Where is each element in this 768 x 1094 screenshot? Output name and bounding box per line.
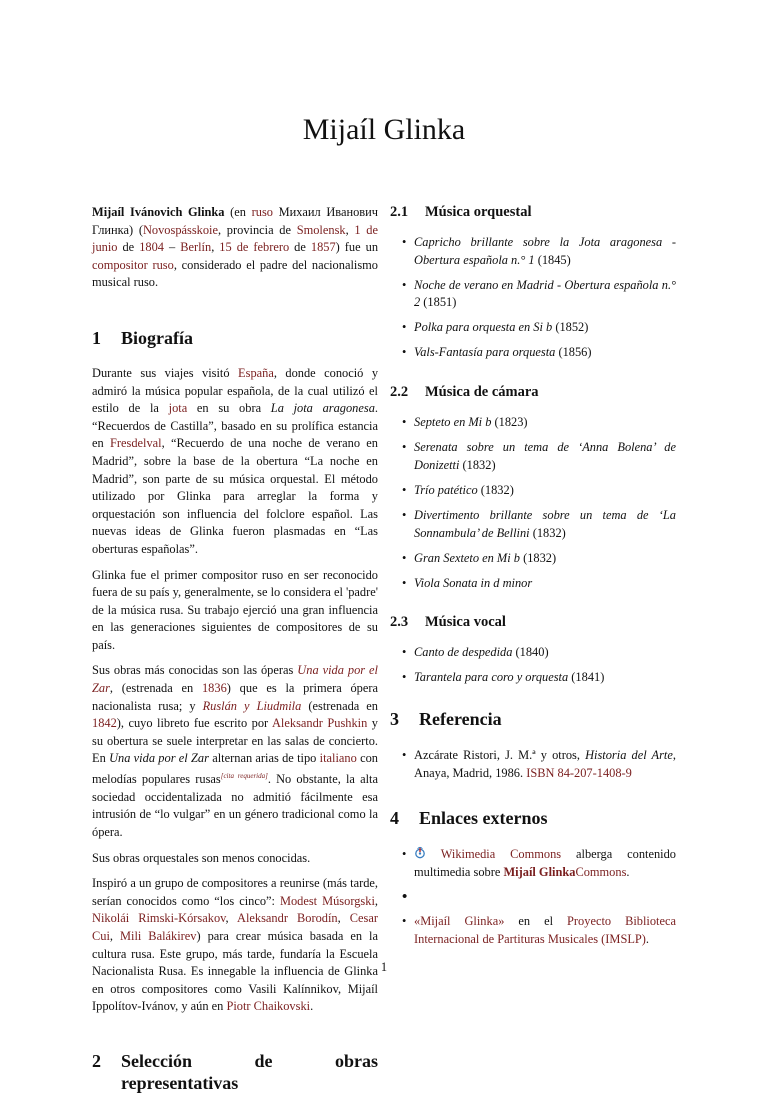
- page-number: 1: [380, 960, 388, 974]
- work-title: Una vida por el Zar: [109, 751, 209, 766]
- work-year: (1823): [491, 415, 528, 430]
- work-item: [390, 439, 676, 474]
- text: . “Recuerdos de Castilla”, basado en su prolífica estancia en: [92, 401, 379, 451]
- subsection-heading-musica-orquestal: [390, 204, 676, 221]
- imslp-item: [390, 913, 676, 948]
- section-number: 3: [390, 709, 399, 729]
- link-1804[interactable]: 1804: [139, 240, 164, 255]
- empty-item: [390, 889, 676, 906]
- work-title: Viola Sonata in d minor: [414, 575, 533, 590]
- work-title: Gran Sexteto en Mi b: [414, 550, 520, 565]
- section-title: Enlaces externos: [419, 808, 548, 829]
- biografia-paragraph-1: [92, 365, 378, 559]
- book-title: Historia del Arte: [585, 748, 673, 762]
- link-rimski-korsakov[interactable]: Nikolái Rimski-Kórsakov: [92, 911, 226, 926]
- link-smolensk[interactable]: Smolensk: [296, 222, 346, 237]
- link-compositor[interactable]: compositor: [92, 257, 148, 272]
- section-heading-enlaces-externos: [390, 808, 676, 829]
- bullet: •: [402, 507, 407, 522]
- section-heading-biografia: [92, 328, 378, 349]
- bullet: •: [402, 847, 407, 862]
- link-balakirev[interactable]: Mili Balákirev: [119, 928, 197, 943]
- text: alternan arias de tipo: [208, 751, 320, 766]
- work-year: (1832): [519, 550, 557, 565]
- work-title: Capricho brillante sobre la Jota aragonesa - Obertura española n.° 1: [414, 235, 676, 267]
- work-year: (1832): [459, 457, 496, 472]
- work-item: [390, 507, 676, 542]
- link-death-date[interactable]: 15 de febrero: [219, 240, 290, 255]
- text: ) fue un: [335, 240, 379, 255]
- bullet: •: [402, 482, 407, 497]
- link-una-vida-por-el-zar[interactable]: Una vida por el Zar: [92, 663, 379, 696]
- text: , Anaya, Madrid, 1986.: [414, 748, 676, 780]
- work-item: [390, 550, 676, 568]
- bullet: •: [402, 320, 407, 335]
- work-title: Noche de verano en Madrid - Obertura española n.° 2: [414, 277, 676, 310]
- link-wikimedia-commons[interactable]: Wikimedia Commons: [440, 847, 562, 862]
- work-year: (1856): [555, 345, 592, 360]
- subsection-title: Música vocal: [425, 614, 506, 631]
- bullet: •: [402, 748, 407, 762]
- text: ,: [109, 928, 120, 943]
- link-berlin[interactable]: Berlín: [180, 240, 212, 255]
- work-title: Vals-Fantasía para orquesta: [414, 345, 556, 360]
- bullet: •: [402, 277, 407, 292]
- link-ruso[interactable]: ruso: [251, 205, 273, 219]
- work-title: Canto de despedida: [414, 645, 513, 660]
- text: ,: [374, 893, 378, 908]
- link-jota[interactable]: jota: [168, 401, 188, 416]
- reference-item: [390, 747, 676, 782]
- section-number: 2: [92, 1050, 101, 1071]
- text: ,: [337, 911, 350, 926]
- intro-paragraph: [92, 204, 378, 292]
- link-commons[interactable]: Commons: [575, 864, 627, 879]
- text: .: [645, 931, 650, 946]
- link-ruso-2[interactable]: ruso: [152, 257, 174, 272]
- work-year: (1852): [552, 320, 589, 335]
- text: , (estrenada en: [109, 681, 202, 696]
- work-title: Trío patético: [414, 482, 478, 497]
- work-year: (1841): [568, 670, 605, 685]
- work-title: Serenata sobre un tema de ‘Anna Bolena’ de Donizetti: [414, 440, 676, 472]
- biografia-paragraph-3: [92, 662, 378, 841]
- text: Михаил Иванович Глинка) (: [92, 205, 378, 237]
- text: Sus obras más conocidas son las óperas: [92, 663, 298, 678]
- work-item: [390, 319, 676, 337]
- link-fresdelval[interactable]: Fresdelval: [110, 436, 162, 451]
- bullet: •: [402, 235, 407, 249]
- work-title: Polka para orquesta en Si b: [414, 320, 553, 335]
- subsection-title: Música orquestal: [425, 204, 532, 220]
- work-item: [390, 644, 676, 662]
- text: –: [163, 240, 181, 255]
- bullet: •: [402, 670, 407, 685]
- text: Azcárate Ristori, J. M.ª y otros,: [414, 748, 586, 762]
- text: . No obstante, la alta sociedad occidentalizada no admitió fácilmente esa intrusión de “lo vulgar” en un género tradicional como la ópera.: [92, 772, 378, 839]
- references-list: [390, 747, 676, 782]
- bullet: •: [402, 550, 407, 565]
- page-title: Mijaíl Glinka: [302, 113, 466, 146]
- link-borodin[interactable]: Aleksandr Borodín: [237, 911, 338, 926]
- text: de: [289, 240, 311, 255]
- biografia-paragraph-4: Sus obras orquestales son menos conocidas.: [92, 850, 311, 865]
- link-aleksandr-pushkin[interactable]: Aleksandr Pushkin: [271, 716, 368, 731]
- text: .: [310, 999, 314, 1014]
- text: alberga contenido multimedia sobre: [414, 847, 676, 879]
- commons-item: [390, 846, 676, 881]
- link-espana[interactable]: España: [238, 365, 274, 380]
- link-ruslan-y-liudmila[interactable]: Ruslán y Liudmila: [202, 698, 302, 713]
- work-item: [390, 277, 676, 312]
- work-item: [390, 482, 676, 500]
- work-item: [390, 414, 676, 432]
- work-title: La jota aragonesa: [270, 401, 375, 416]
- text: de: [117, 240, 140, 255]
- section-number: 4: [390, 808, 399, 829]
- work-item: [390, 575, 676, 593]
- text: , donde conoció y admiró la música popular española, de la cual utilizó el estilo de la: [92, 365, 379, 416]
- chamber-works-list: [390, 414, 676, 592]
- bullet: •: [402, 888, 408, 905]
- biografia-paragraph-5: [92, 875, 378, 1016]
- orchestral-works-list: [390, 234, 676, 362]
- text: Inspiró a un grupo de compositores a reunirse (más tarde, serían conocidos como “los cinco”:: [92, 876, 378, 908]
- link-cesar-cui[interactable]: Cesar Cui: [92, 911, 378, 943]
- text: y su obertura se suele interpretar en las salas de concierto. En: [92, 716, 378, 766]
- work-title: Divertimento brillante sobre un tema de ‘La Sonnambula’ de Bellini: [414, 507, 676, 540]
- text: .: [626, 864, 630, 879]
- link-italiano[interactable]: italiano: [319, 751, 357, 766]
- link-commons-subject[interactable]: Mijaíl Glinka: [503, 864, 576, 879]
- subject-name: Mijaíl Ivánovich Glinka: [92, 205, 225, 219]
- text: ) que es la primera ópera nacionalista rusa; y: [92, 681, 379, 713]
- subsection-heading-musica-de-camara: [390, 384, 676, 401]
- right-column: [390, 204, 676, 956]
- work-title: Septeto en Mi b: [414, 415, 492, 430]
- link-imslp-composer[interactable]: «Mijaíl Glinka»: [414, 914, 505, 929]
- subsection-title: Música de cámara: [425, 384, 539, 401]
- external-links-list: [390, 846, 676, 948]
- text: ,: [345, 222, 355, 237]
- text: ) para crear música basada en la cultura rusa. Este grupo, más tarde, fundaría la Escuela Nacionalista Rusa. Es innegable la influencia de Glinka en otros compositores como Vasili Kalínnikov, Mijaíl Ippolítov-Ivánov, y aún en: [92, 928, 378, 1014]
- work-year: (1845): [534, 252, 571, 267]
- work-item: [390, 344, 676, 362]
- bullet: •: [402, 415, 407, 430]
- link-novospasskoie[interactable]: Novospásskoie: [142, 222, 218, 237]
- link-1842[interactable]: 1842: [92, 716, 117, 731]
- work-year: (1840): [512, 645, 549, 660]
- link-birth-date[interactable]: 1 de junio: [92, 222, 378, 255]
- bullet: •: [402, 645, 407, 660]
- citation-needed[interactable]: [221, 772, 268, 780]
- work-item: [390, 234, 676, 269]
- biografia-paragraph-2: Glinka fue el primer compositor ruso en ser reconocido fuera de su país y, generalmente, se lo considera el 'padre' de la música rusa. Su trabajo ejerció una gran influencia en las generaciones siguientes de compositores de su país.: [92, 567, 378, 652]
- work-item: [390, 669, 676, 687]
- text: con melodías populares rusas: [92, 751, 378, 787]
- link-1836[interactable]: 1836: [201, 681, 227, 696]
- text: (estrenada en: [301, 698, 379, 713]
- text: (en: [224, 205, 252, 219]
- link-musorgski[interactable]: Modest Músorgski: [279, 893, 375, 908]
- work-title: Tarantela para coro y orquesta: [414, 670, 569, 685]
- subsection-number: 2.3: [390, 614, 409, 631]
- link-1857[interactable]: 1857: [310, 240, 336, 255]
- bullet: •: [402, 440, 407, 455]
- text: , considerado el padre del nacionalismo musical ruso.: [92, 257, 378, 290]
- link-chaikovski[interactable]: Piotr Chaikovski: [226, 999, 311, 1014]
- citation-needed-link[interactable]: [cita requerida]: [220, 772, 268, 781]
- text: en su obra: [187, 401, 271, 416]
- section-heading-referencia: [390, 709, 676, 730]
- bullet: •: [402, 914, 407, 929]
- section-title: Selección de obras representativas: [121, 1050, 378, 1093]
- link-isbn[interactable]: ISBN 84-207-1408-9: [526, 765, 632, 780]
- vocal-works-list: [390, 644, 676, 687]
- text: Durante sus viajes visitó: [92, 365, 239, 380]
- subsection-heading-musica-vocal: [390, 614, 676, 631]
- section-number: 1: [92, 327, 101, 348]
- text: ,: [225, 911, 238, 926]
- wikimedia-commons-icon[interactable]: [414, 846, 426, 859]
- subsection-number: 2.2: [390, 384, 409, 401]
- bullet: •: [402, 345, 407, 360]
- subsection-number: 2.1: [390, 204, 409, 220]
- link-imslp-project[interactable]: Proyecto Biblioteca Internacional de Partituras Musicales (IMSLP): [414, 914, 676, 946]
- bullet: •: [402, 575, 407, 590]
- text: en el: [504, 914, 568, 929]
- work-year: (1851): [420, 295, 457, 310]
- work-year: (1832): [529, 525, 566, 540]
- text: , provincia de: [218, 222, 297, 237]
- work-year: (1832): [477, 482, 514, 497]
- text: ), cuyo libreto fue escrito por: [116, 716, 272, 731]
- section-title: Referencia: [419, 709, 502, 729]
- text: ,: [211, 240, 220, 255]
- section-heading-seleccion: [92, 1050, 378, 1094]
- text: , “Recuerdo de una noche de verano en Madrid”, sobre la base de la obertura “La noche en Madrid”, son parte de su música orquestal. El método utilizado por Glinka para arreglar la forma y orquestación son influencia del folclore español. Las nuevas ideas de Glinka fueron plasmadas en “Las oberturas españolas”.: [92, 436, 379, 556]
- section-title: Biografía: [121, 327, 193, 348]
